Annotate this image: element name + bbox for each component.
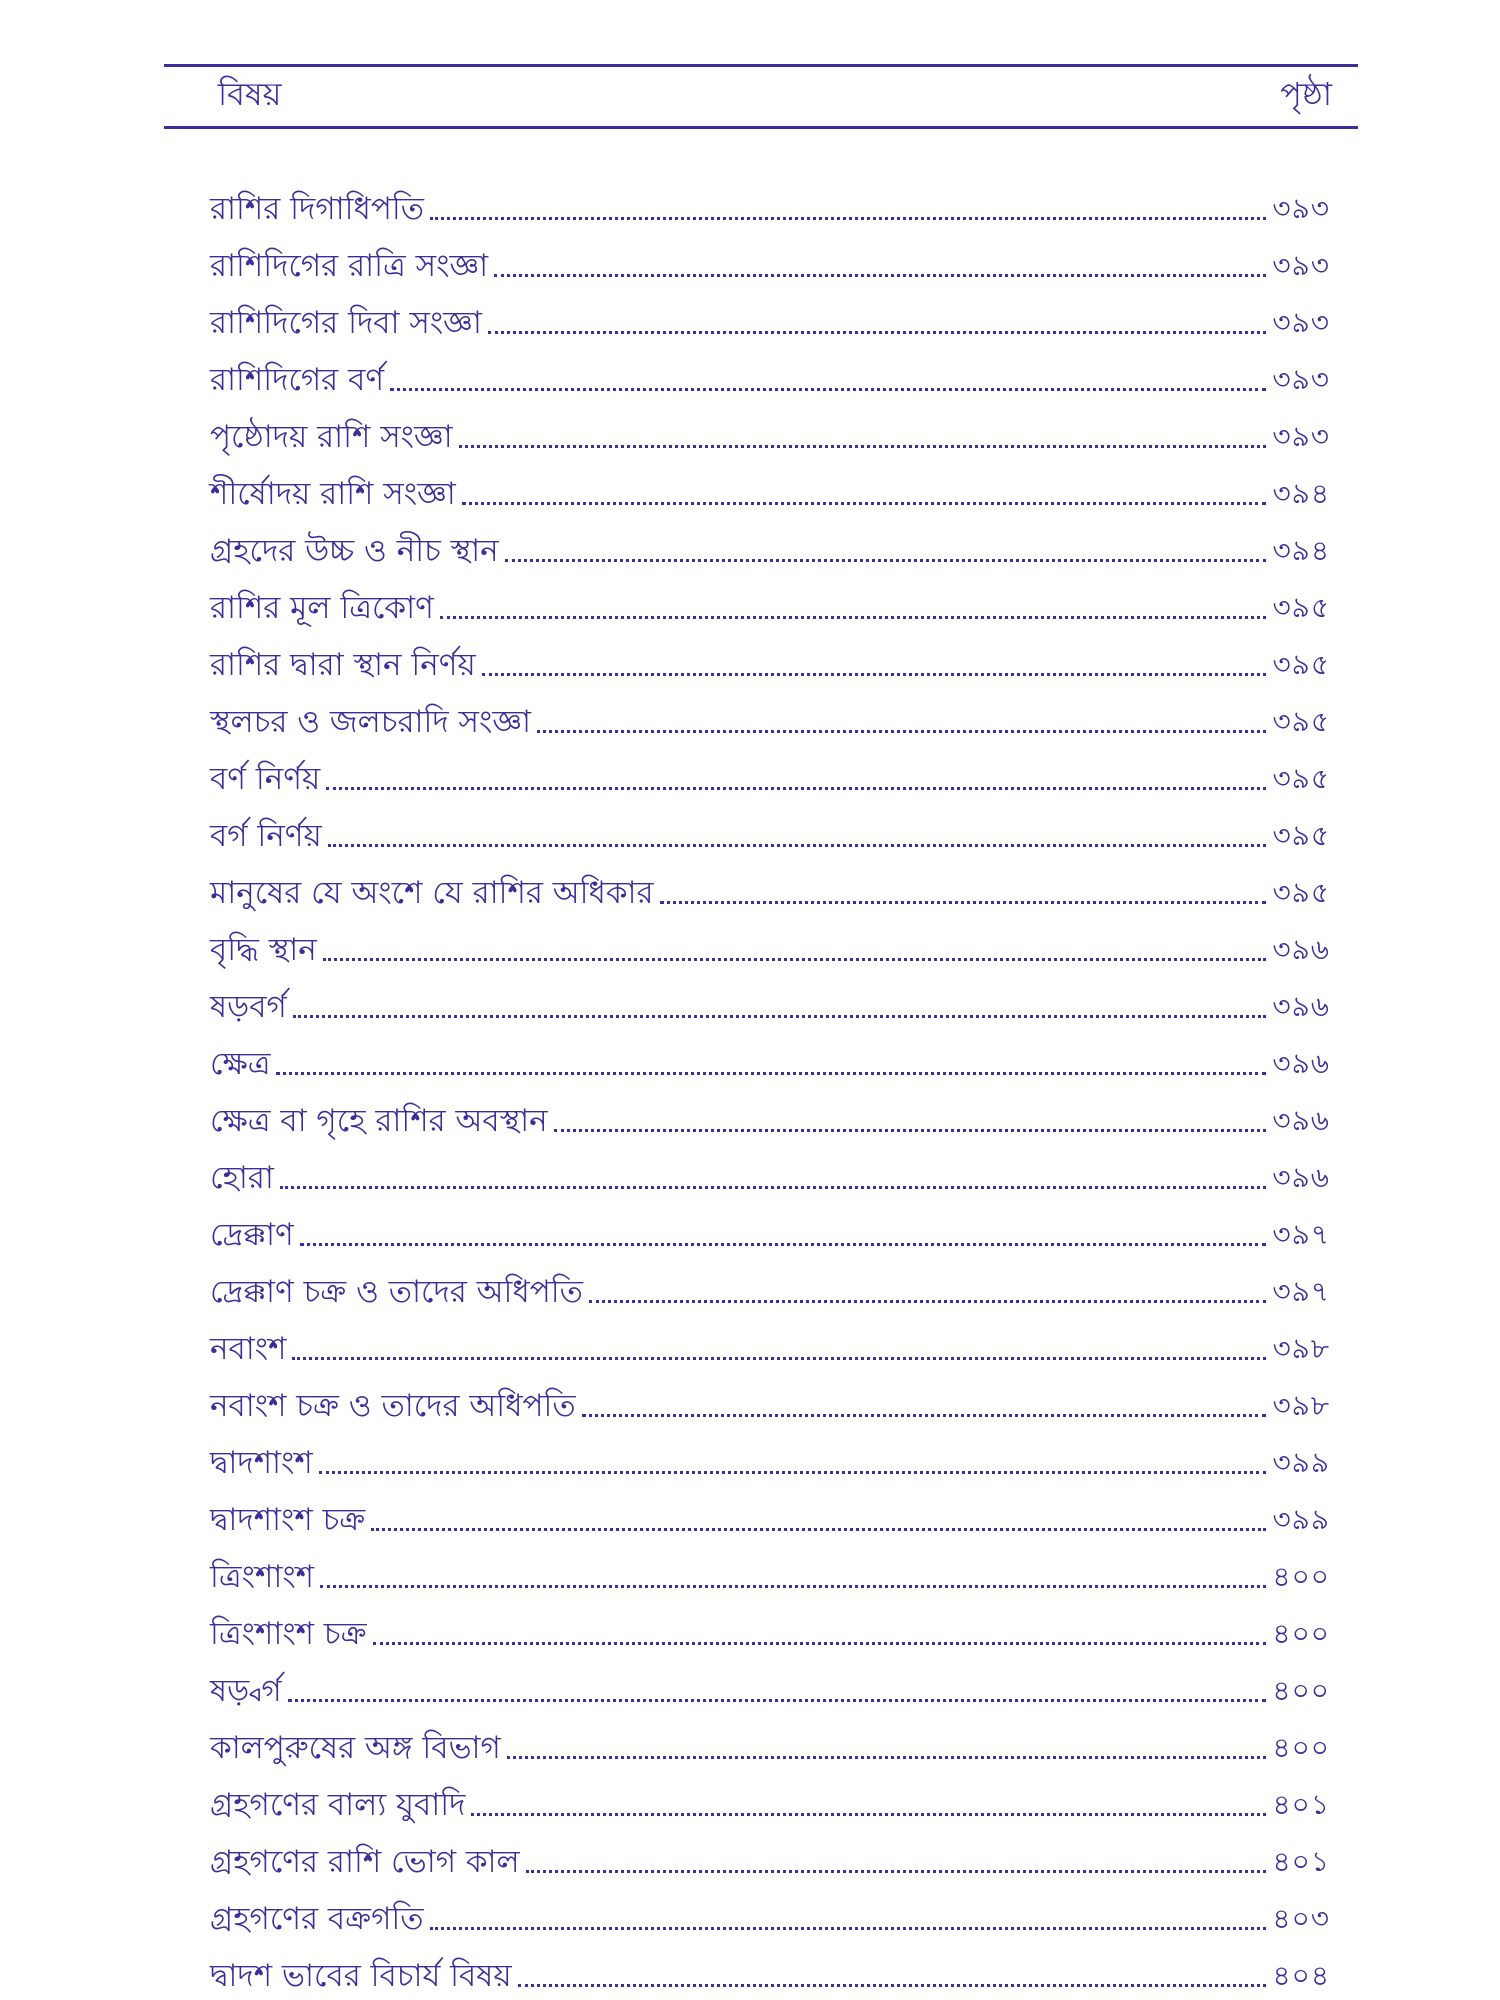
toc-entry xyxy=(210,1141,1330,1198)
toc-entry-title: হোরা xyxy=(210,1160,274,1196)
toc-entry-page-number: ৩৯৫ xyxy=(1272,648,1330,681)
toc-entry-page-number: ৩৯৭ xyxy=(1272,1218,1330,1251)
toc-entry-title: নবাংশ xyxy=(210,1331,287,1367)
toc-entry-page-number: ৪০০ xyxy=(1272,1731,1330,1764)
toc-entry-title: মানুষের যে অংশে যে রাশির অধিকার xyxy=(210,875,654,911)
toc-entry xyxy=(210,1882,1330,1939)
toc-entry-title: দ্রেক্কাণ চক্র ও তাদের অধিপতি xyxy=(210,1274,583,1310)
toc-entry-page-number: ৩৯৫ xyxy=(1272,591,1330,624)
toc-entry xyxy=(210,856,1330,913)
toc-entry xyxy=(210,343,1330,400)
page-column-header: পৃষ্ঠা xyxy=(1280,75,1332,113)
toc-entry-page-number: ৩৯৫ xyxy=(1272,705,1330,738)
toc-entry-title: নবাংশ চক্র ও তাদের অধিপতি xyxy=(210,1388,576,1424)
dot-leader xyxy=(526,1870,1267,1873)
toc-entry-page-number: ৩৯৮ xyxy=(1272,1389,1330,1422)
toc-entry xyxy=(210,1084,1330,1141)
toc-entry xyxy=(210,1483,1330,1540)
dot-leader xyxy=(582,1414,1267,1417)
toc-entry-title: শীর্ষোদয় রাশি সংজ্ঞা xyxy=(210,476,456,512)
toc-entry-title: দ্রেক্কাণ xyxy=(210,1217,294,1253)
table-of-contents xyxy=(210,172,1330,1996)
toc-entry-page-number: ৩৯৫ xyxy=(1272,762,1330,795)
toc-entry-page-number: ৩৯৩ xyxy=(1272,192,1330,225)
toc-entry-page-number: ৩৯৬ xyxy=(1272,933,1330,966)
dot-leader xyxy=(440,616,1267,619)
dot-leader xyxy=(471,1813,1266,1816)
toc-entry xyxy=(210,742,1330,799)
dot-leader xyxy=(430,1927,1267,1930)
dot-leader xyxy=(320,1585,1266,1588)
toc-entry xyxy=(210,1312,1330,1369)
toc-entry xyxy=(210,286,1330,343)
dot-leader xyxy=(292,1357,1266,1360)
toc-entry xyxy=(210,685,1330,742)
dot-leader xyxy=(293,1015,1267,1018)
toc-entry-page-number: ৩৯৪ xyxy=(1272,477,1330,510)
toc-entry xyxy=(210,1027,1330,1084)
toc-entry-page-number: ৩৯৩ xyxy=(1272,420,1330,453)
toc-entry xyxy=(210,1540,1330,1597)
toc-entry-title: ষড়্বর্গ xyxy=(210,1673,282,1709)
toc-entry-title: ক্ষেত্র xyxy=(210,1046,271,1082)
dot-leader xyxy=(459,445,1267,448)
dot-leader xyxy=(554,1129,1267,1132)
toc-entry-page-number: ৪০০ xyxy=(1272,1617,1330,1650)
dot-leader xyxy=(288,1699,1267,1702)
toc-entry-title: দ্বাদশাংশ চক্র xyxy=(210,1502,366,1538)
toc-entry-title: ষড়বর্গ xyxy=(210,989,287,1025)
dot-leader xyxy=(430,217,1266,220)
dot-leader xyxy=(390,388,1266,391)
toc-entry-page-number: ৩৯৬ xyxy=(1272,1104,1330,1137)
dot-leader xyxy=(518,1984,1267,1987)
dot-leader xyxy=(280,1186,1267,1189)
toc-entry-page-number: ৩৯৪ xyxy=(1272,534,1330,567)
dot-leader xyxy=(326,787,1266,790)
toc-entry xyxy=(210,1825,1330,1882)
dot-leader xyxy=(328,844,1267,847)
header-top-rule xyxy=(164,64,1358,67)
toc-entry-title: গ্রহগণের বক্রগতি xyxy=(210,1901,424,1937)
toc-entry xyxy=(210,400,1330,457)
dot-leader xyxy=(589,1300,1266,1303)
dot-leader xyxy=(660,901,1267,904)
toc-entry-page-number: ৪০৩ xyxy=(1272,1902,1330,1935)
toc-entry xyxy=(210,172,1330,229)
dot-leader xyxy=(276,1072,1266,1075)
toc-entry-title: রাশির দিগাধিপতি xyxy=(210,191,425,227)
dot-leader xyxy=(507,1756,1267,1759)
dot-leader xyxy=(537,730,1266,733)
toc-entry-title: কালপুরুষের অঙ্গ বিভাগ xyxy=(210,1730,501,1766)
toc-entry-page-number: ৪০৪ xyxy=(1272,1959,1330,1992)
toc-entry-page-number: ৪০১ xyxy=(1272,1845,1330,1878)
toc-entry xyxy=(210,1198,1330,1255)
toc-entry-title: পৃষ্ঠোদয় রাশি সংজ্ঞা xyxy=(210,419,453,455)
toc-entry-page-number: ৩৯৫ xyxy=(1272,819,1330,852)
toc-entry xyxy=(210,970,1330,1027)
toc-entry xyxy=(210,1255,1330,1312)
toc-entry-page-number: ৪০১ xyxy=(1272,1788,1330,1821)
toc-entry xyxy=(210,1426,1330,1483)
toc-entry-page-number: ৩৯৭ xyxy=(1272,1275,1330,1308)
toc-entry xyxy=(210,1768,1330,1825)
toc-entry-title: ক্ষেত্র বা গৃহে রাশির অবস্থান xyxy=(210,1103,548,1139)
toc-entry-title: রাশিদিগের বর্ণ xyxy=(210,362,385,398)
toc-entry xyxy=(210,514,1330,571)
toc-entry-title: বর্ণ নির্ণয় xyxy=(210,761,321,797)
toc-entry xyxy=(210,1654,1330,1711)
toc-entry xyxy=(210,1939,1330,1996)
dot-leader xyxy=(373,1642,1267,1645)
toc-entry-title: ত্রিংশাংশ xyxy=(210,1559,315,1595)
toc-entry-title: গ্রহগণের রাশি ভোগ কাল xyxy=(210,1844,520,1880)
toc-entry-page-number: ৩৯৯ xyxy=(1272,1503,1330,1536)
toc-entry xyxy=(210,457,1330,514)
toc-entry xyxy=(210,571,1330,628)
toc-entry-page-number: ৪০০ xyxy=(1272,1674,1330,1707)
toc-entry xyxy=(210,1711,1330,1768)
toc-entry xyxy=(210,913,1330,970)
toc-entry xyxy=(210,1597,1330,1654)
toc-entry-title: দ্বাদশ ভাবের বিচার্য বিষয় xyxy=(210,1958,512,1994)
toc-entry xyxy=(210,628,1330,685)
dot-leader xyxy=(300,1243,1267,1246)
header-bottom-rule xyxy=(164,126,1358,129)
toc-entry-title: বর্গ নির্ণয় xyxy=(210,818,322,854)
toc-entry-page-number: ৪০০ xyxy=(1272,1560,1330,1593)
toc-entry-page-number: ৩৯৮ xyxy=(1272,1332,1330,1365)
toc-entry-title: রাশির দ্বারা স্থান নির্ণয় xyxy=(210,647,476,683)
toc-entry-title: বৃদ্ধি স্থান xyxy=(210,932,317,968)
toc-entry-title: স্থলচর ও জলচরাদি সংজ্ঞা xyxy=(210,704,532,740)
toc-entry-page-number: ৩৯৩ xyxy=(1272,363,1330,396)
toc-entry xyxy=(210,1369,1330,1426)
toc-entry-title: গ্রহদের উচ্চ ও নীচ স্থান xyxy=(210,533,499,569)
toc-entry-page-number: ৩৯৫ xyxy=(1272,876,1330,909)
dot-leader xyxy=(482,673,1267,676)
toc-entry-page-number: ৩৯৬ xyxy=(1272,1047,1330,1080)
toc-entry xyxy=(210,799,1330,856)
dot-leader xyxy=(371,1528,1266,1531)
toc-entry-title: রাশির মূল ত্রিকোণ xyxy=(210,590,434,626)
dot-leader xyxy=(488,331,1267,334)
dot-leader xyxy=(494,274,1266,277)
toc-entry-page-number: ৩৯৯ xyxy=(1272,1446,1330,1479)
toc-entry-page-number: ৩৯৩ xyxy=(1272,306,1330,339)
toc-entry-page-number: ৩৯৬ xyxy=(1272,1161,1330,1194)
toc-entry-title: রাশিদিগের দিবা সংজ্ঞা xyxy=(210,305,482,341)
dot-leader xyxy=(319,1471,1267,1474)
toc-entry xyxy=(210,229,1330,286)
toc-entry-page-number: ৩৯৬ xyxy=(1272,990,1330,1023)
dot-leader xyxy=(505,559,1267,562)
dot-leader xyxy=(323,958,1267,961)
toc-entry-title: রাশিদিগের রাত্রি সংজ্ঞা xyxy=(210,248,489,284)
toc-entry-page-number: ৩৯৩ xyxy=(1272,249,1330,282)
dot-leader xyxy=(462,502,1267,505)
toc-entry-title: গ্রহগণের বাল্য যুবাদি xyxy=(210,1787,466,1823)
toc-entry-title: ত্রিংশাংশ চক্র xyxy=(210,1616,367,1652)
toc-entry-title: দ্বাদশাংশ xyxy=(210,1445,313,1481)
subject-column-header: বিষয় xyxy=(218,75,282,113)
